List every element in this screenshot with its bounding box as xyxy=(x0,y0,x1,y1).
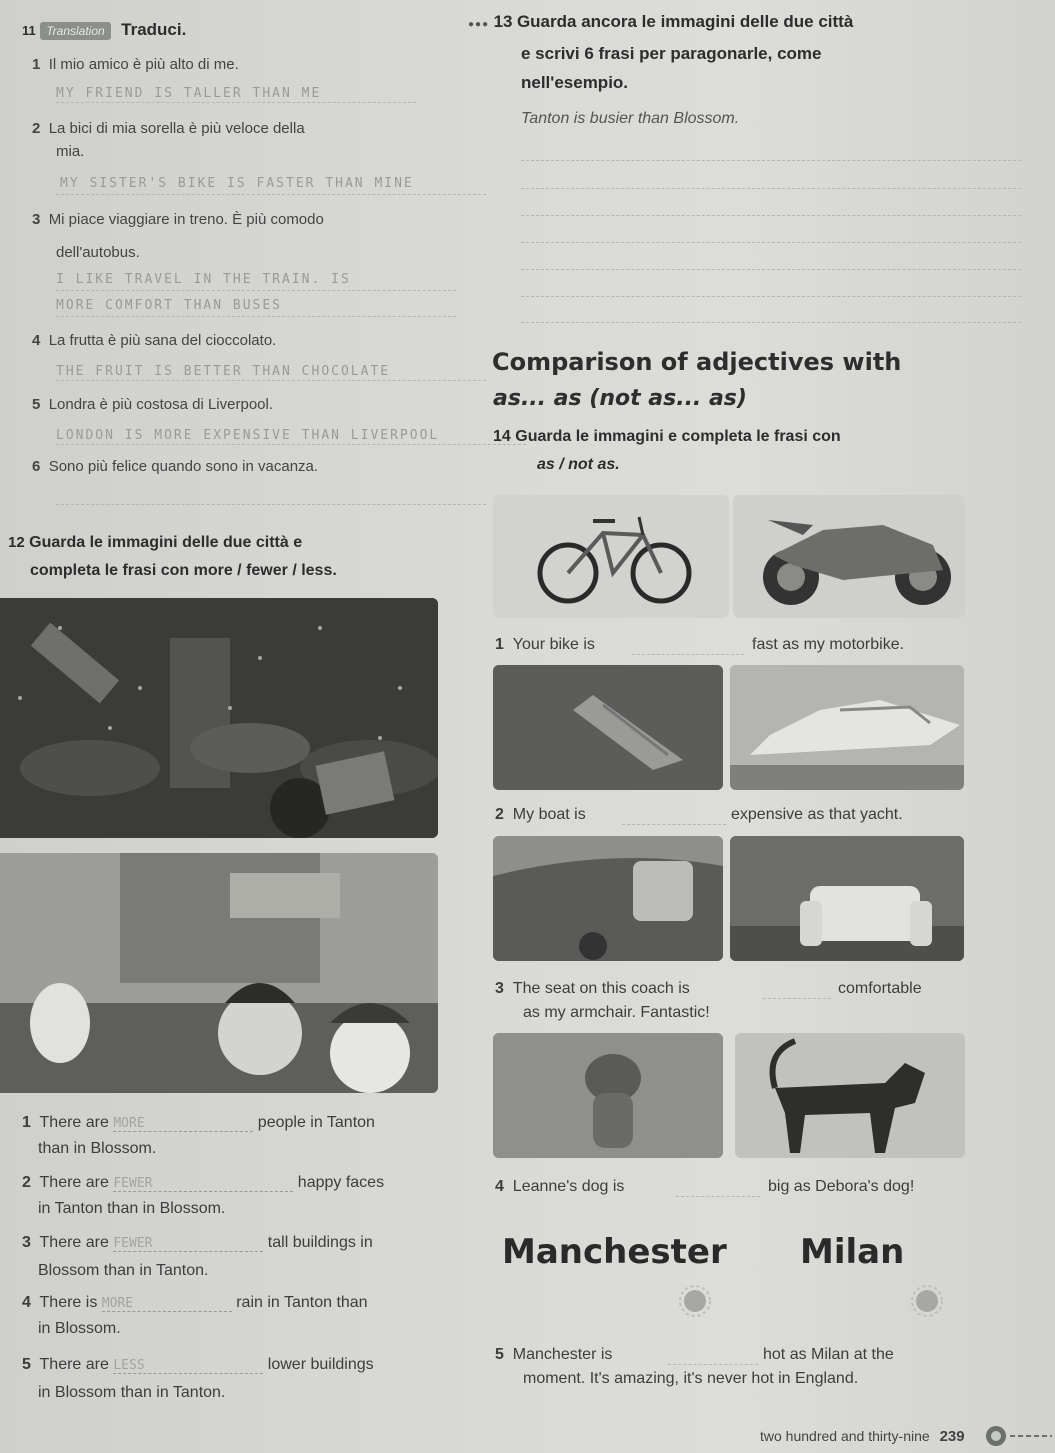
page-number: 239 xyxy=(939,1428,965,1445)
ex13-title: Guarda ancora le immagini delle due città xyxy=(516,12,854,31)
ex11-answer-4: THE FRUIT IS BETTER THAN CHOCOLATE xyxy=(56,364,391,379)
ex12-header: 12 Guarda le immagini delle due città e xyxy=(8,534,303,551)
ex12-item-1-cont: than in Blossom. xyxy=(38,1140,157,1157)
ex14-item-3-cont: as my armchair. Fantastic! xyxy=(523,1004,710,1021)
ex14-item-5: 5 Manchester is xyxy=(495,1346,613,1363)
page-number-words: two hundred and thirty-nine xyxy=(760,1428,930,1444)
section-title: Comparison of adjectives with xyxy=(492,348,902,376)
motorbike-image xyxy=(733,495,965,618)
sun-icon xyxy=(910,1284,944,1323)
ex11-item-5: 5 Londra è più costosa di Liverpool. xyxy=(32,396,273,413)
city-milan: Milan xyxy=(800,1232,905,1272)
ex14-header: 14 Guarda le immagini e completa le frasi con xyxy=(493,428,841,445)
page-badge-icon xyxy=(984,1424,1054,1453)
ex14-item-3-end: comfortable xyxy=(838,980,922,997)
ex14-item-5-cont: moment. It's amazing, it's never hot in England. xyxy=(523,1370,859,1387)
answer-field[interactable]: LESS xyxy=(113,1358,263,1374)
ex11-item-6: 6 Sono più felice quando sono in vacanza. xyxy=(32,458,319,475)
ex12-item-3-cont: Blossom than in Tanton. xyxy=(38,1262,209,1279)
ex12-item-2-cont: in Tanton than in Blossom. xyxy=(38,1200,226,1217)
ex11-item-3-cont: dell'autobus. xyxy=(56,244,140,261)
ex13-example: Tanton is busier than Blossom. xyxy=(521,110,740,127)
ex12-item-3: 3 There are FEWER tall buildings in xyxy=(22,1234,373,1251)
ex11-item-1: 1 Il mio amico è più alto di me. xyxy=(32,56,239,73)
big-dog-image xyxy=(735,1033,965,1158)
armchair-image xyxy=(730,836,964,961)
ex11-item-4: 4 La frutta è più sana del cioccolato. xyxy=(32,332,277,349)
ex14-item-3: 3 The seat on this coach is xyxy=(495,980,690,997)
ex14-item-2: 2 My boat is xyxy=(495,806,586,823)
ex14-item-2-end: expensive as that yacht. xyxy=(731,806,903,823)
bicycle-image xyxy=(493,495,729,618)
ex14-item-1-end: fast as my motorbike. xyxy=(752,636,905,653)
boat-image xyxy=(493,665,723,790)
sun-icon xyxy=(678,1284,712,1323)
ex11-item-3: 3 Mi piace viaggiare in treno. È più comodo xyxy=(32,211,324,228)
section-title-2: as... as (not as... as) xyxy=(493,386,747,411)
ex12-item-4-cont: in Blossom. xyxy=(38,1320,121,1337)
small-dog-image xyxy=(493,1033,723,1158)
ex13-title-2: e scrivi 6 frasi per paragonarle, come xyxy=(521,44,822,63)
ex12-title-2: completa le frasi con more / fewer / less. xyxy=(30,562,337,579)
translation-badge: Translation xyxy=(40,22,110,40)
ex12-title: Guarda le immagini delle due città e xyxy=(29,534,303,551)
ex11-answer-3a: I LIKE TRAVEL IN THE TRAIN. IS xyxy=(56,272,351,287)
ex13-title-3: nell'esempio. xyxy=(521,73,629,92)
sunny-city-image xyxy=(0,853,438,1093)
answer-field[interactable]: MORE xyxy=(113,1116,253,1132)
ex11-item-2: 2 La bici di mia sorella è più veloce della xyxy=(32,120,305,137)
ex14-title: Guarda le immagini e completa le frasi con xyxy=(515,428,841,445)
ex11-header xyxy=(22,20,186,40)
ex11-item-2-cont: mia. xyxy=(56,143,85,160)
ex11-title: Traduci. xyxy=(121,20,187,39)
ex13-header: ●●● 13 Guarda ancora le immagini delle due città xyxy=(468,12,854,31)
ex12-item-1: 1 There are MORE people in Tanton xyxy=(22,1114,375,1131)
rainy-city-image xyxy=(0,598,438,838)
page-footer xyxy=(760,1428,965,1445)
coach-image xyxy=(493,836,723,961)
ex12-item-5-cont: in Blossom than in Tanton. xyxy=(38,1384,226,1401)
ex11-number: 11 xyxy=(22,23,36,38)
ex12-item-2: 2 There are FEWER happy faces xyxy=(22,1174,385,1191)
ex12-item-4: 4 There is MORE rain in Tanton than xyxy=(22,1294,368,1311)
ex14-item-4-end: big as Debora's dog! xyxy=(768,1178,915,1195)
ex11-answer-2: MY SISTER'S BIKE IS FASTER THAN MINE xyxy=(60,176,414,191)
ex14-item-5-end: hot as Milan at the xyxy=(763,1346,894,1363)
ex11-answer-5: LONDON IS MORE EXPENSIVE THAN LIVERPOOL xyxy=(56,428,440,443)
ex14-item-4: 4 Leanne's dog is xyxy=(495,1178,625,1195)
city-manchester: Manchester xyxy=(502,1232,727,1272)
yacht-image xyxy=(730,665,964,790)
answer-field[interactable]: FEWER xyxy=(113,1176,293,1192)
ex12-item-5: 5 There are LESS lower buildings xyxy=(22,1356,374,1373)
ex11-answer-3b: MORE COMFORT THAN BUSES xyxy=(56,298,283,313)
ex14-item-1: 1 Your bike is xyxy=(495,636,595,653)
ex14-title-2: as / not as. xyxy=(537,456,620,473)
answer-field[interactable]: MORE xyxy=(102,1296,232,1312)
ex11-answer-1: MY FRIEND IS TALLER THAN ME xyxy=(56,86,322,101)
answer-field[interactable]: FEWER xyxy=(113,1236,263,1252)
